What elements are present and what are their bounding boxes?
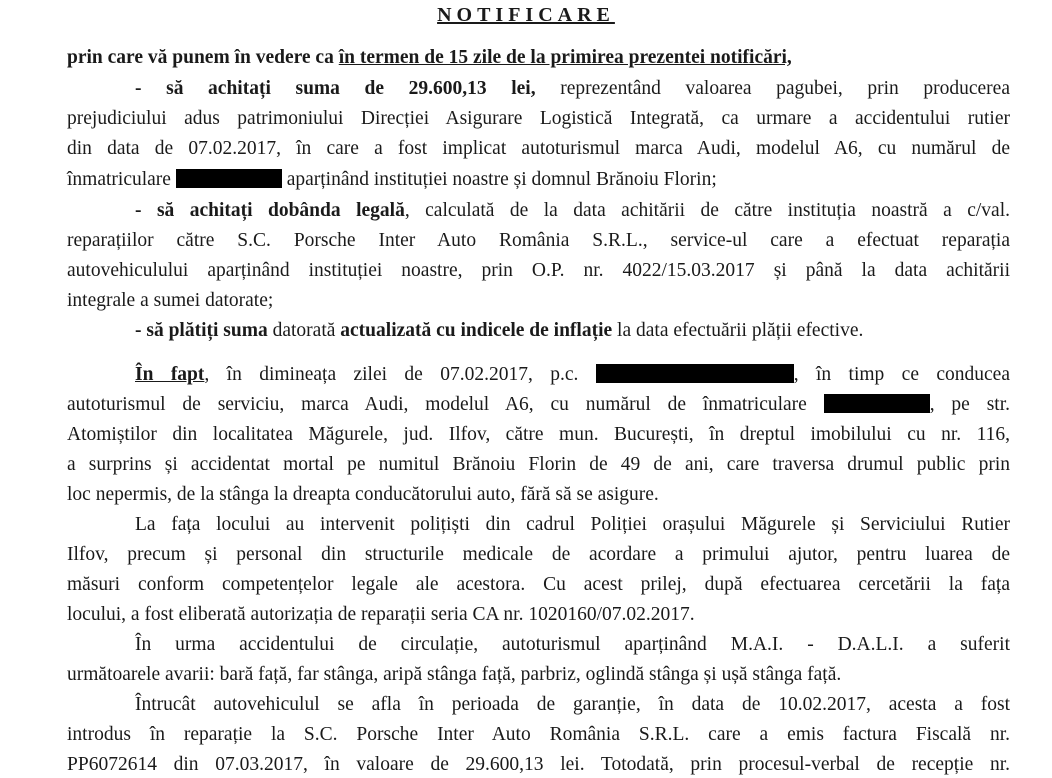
demand2-rest: , calculată de la data achitării de către instituția noastră a c/val. (404, 200, 1010, 221)
para3-line1: În urma accidentului de circulație, autoturismul aparținând M.A.I. - D.A.L.I. a suferit (135, 634, 1010, 655)
demand3-bold: actualizată cu indicele de inflație (340, 320, 613, 341)
para2-line2: Ilfov, precum și personal din structurile medicale de acordare a primului ajutor, pentru luarea de (67, 544, 1010, 565)
redacted-plate-2 (824, 394, 930, 413)
demand2-lead: - să achitați dobânda legală (135, 200, 405, 221)
demand1-line2: prejudiciului adus patrimoniului Direcției Asigurare Logistică Integrată, ca urmare a accidentului rutier (67, 108, 1010, 129)
demand3-rest: la data efectuării plății efective. (612, 320, 864, 341)
demand1-line4-a: înmatriculare (67, 169, 171, 190)
demand1-line3: din data de 07.02.2017, în care a fost implicat autoturismul marca Audi, modelul A6, cu numărul de (67, 138, 1010, 159)
facts-line1 (135, 362, 1010, 388)
demand1-line4 (67, 167, 1010, 193)
document-title: NOTIFICARE (437, 4, 615, 26)
facts-line4: a surprins și accidentat mortal pe numitul Brănoiu Florin de 49 de ani, care traversa drumul public prin (67, 454, 1010, 475)
demand1-rest: reprezentând valoarea pagubei, prin producerea (535, 78, 1010, 99)
facts-line1-b: , în timp ce conducea (793, 364, 1010, 385)
redacted-plate-1 (176, 169, 282, 188)
para4-line1: Întrucât autovehiculul se afla în perioada de garanție, în data de 10.02.2017, acesta a fost (135, 694, 1010, 715)
facts-line2-a: autoturismul de serviciu, marca Audi, modelul A6, cu numărul de înmatriculare (67, 394, 807, 415)
demand2-line4-text: integrale a sumei datorate; (67, 290, 274, 311)
facts-line5: loc nepermis, de la stânga la dreapta conducătorului auto, fără să se asigure. (67, 484, 659, 505)
facts-line3: Atomiștilor din localitatea Măgurele, jud. Ilfov, către mun. București, în dreptul imobilului cu nr. 116, (67, 424, 1010, 445)
facts-lead: În fapt (135, 364, 205, 385)
demand3-lead: - să plătiți suma (135, 320, 268, 341)
para4-line2: introdus în reparație la S.C. Porsche Inter Auto România S.R.L. care a emis factura Fiscală nr. (67, 724, 1010, 745)
intro-line (67, 45, 1010, 71)
para4-line3: PP6072614 din 07.03.2017, în valoare de 29.600,13 lei. Totodată, prin procesul-verbal de recepție nr. (67, 754, 1010, 775)
demand1-line1 (135, 76, 1010, 102)
demand2-line3: autovehiculului aparținând instituției noastre, prin O.P. nr. 4022/15.03.2017 și până la data achitării (67, 260, 1010, 281)
demand3-line (135, 318, 1010, 344)
para2-line1: La fața locului au intervenit polițiști din cadrul Poliției orașului Măgurele și Serviciului Rutier (135, 514, 1010, 535)
redacted-driver-name (596, 364, 794, 383)
demand2-line1 (135, 198, 1010, 224)
facts-line2-b: , pe str. (929, 394, 1010, 415)
demand2-line2: reparațiilor către S.C. Porsche Inter Auto România S.R.L., service-ul care a efectuat reparația (67, 230, 1010, 251)
facts-line1-a: , în dimineața zilei de 07.02.2017, p.c. (204, 364, 579, 385)
para2-line4: locului, a fost eliberată autorizația de reparații seria CA nr. 1020160/07.02.2017. (67, 604, 695, 625)
facts-line2 (67, 392, 1010, 418)
intro-deadline: în termen de 15 zile de la primirea prezentei notificări, (338, 47, 792, 68)
demand1-line4-b: aparținând instituției noastre și domnul Brănoiu Florin; (286, 169, 717, 190)
demand1-lead: - să achitați suma de 29.600,13 lei, (135, 78, 536, 99)
intro-prefix: prin care vă punem în vedere ca (67, 47, 339, 68)
para3-line2: următoarele avarii: bară față, far stânga, aripă stânga față, parbriz, oglindă stânga și ușă stânga față. (67, 664, 842, 685)
demand3-mid: datorată (267, 320, 341, 341)
demand2-line4 (67, 288, 1010, 314)
para2-line3: măsuri conform competențelor legale ale acestora. Cu acest prilej, după efectuarea cercetării la fața (67, 574, 1010, 595)
